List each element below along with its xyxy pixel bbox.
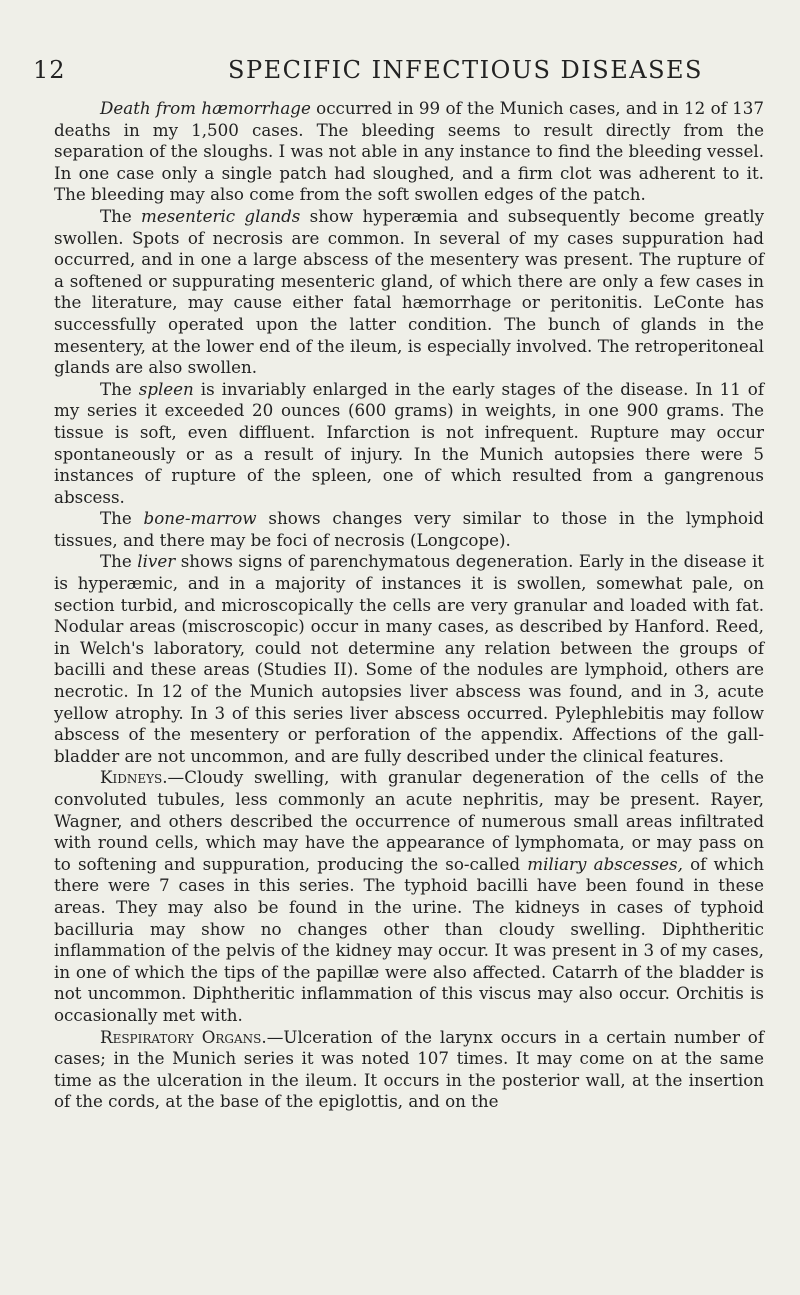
term-miliary-abscesses: miliary abscesses, [527, 853, 683, 874]
paragraph-text: —Ulceration of the larynx occurs in a certain number of cases; in the Munich series it was noted 107 times. It may come on at the same time as the ulceration in the ileum. It occurs in the posterior wall, at the insertion of the cords, at the base of the epiglottis, and on the [54, 1026, 764, 1112]
running-title: SPECIFIC INFECTIOUS DISEASES [228, 56, 703, 84]
paragraph-spleen [54, 379, 764, 509]
heading-bone-marrow: bone-marrow [143, 508, 257, 529]
paragraph-prefix: The [100, 551, 138, 572]
paragraph-prefix: The [100, 205, 142, 226]
heading-mesenteric-glands: mesenteric glands [141, 205, 301, 226]
paragraph-text: shows signs of parenchymatous degeneration. Early in the disease it is hyperæmic, and in a majority of instances it is swollen, somewhat pale, on section turbid, and microscopically the cells are very granular and loaded with fat. Nodular areas (miscroscopic) occur in many cases, as described by Hanford. Reed, in Welch's laboratory, could not determine any relation between the groups of bacilli and these areas (Studies II). Some of the nodules are lymphoid, others are necrotic. In 12 of the Munich autopsies liver abscess was found, and in 3, acute yellow atrophy. In 3 of this series liver abscess occurred. Pylephlebitis may follow abscess of the mesentery or perforation of the appendix. Affections of the gall-bladder are not uncommon, and are fully described under the clinical features. [54, 551, 764, 766]
paragraph-kidneys [54, 767, 764, 1026]
heading-hemorrhage: Death from hæmorrhage [100, 98, 311, 118]
body-text [54, 98, 764, 1113]
paragraph-text: —Cloudy swelling, with granular degeneration of the cells of the convoluted tubules, less commonly an acute nephritis, may be present. Rayer, Wagner, and others described the occurrence of numerous small areas infiltrated with round cells, which may have the appearance of lymphomata, or may pass on to softening and suppuration, producing the so-called [54, 767, 764, 874]
heading-kidneys: Kidneys. [100, 767, 168, 788]
paragraph-bone-marrow [54, 508, 764, 551]
paragraph-text: occurred in 99 of the Munich cases, and in 12 of 137 deaths in my 1,500 cases. The bleeding seems to result directly from the separation of the sloughs. I was not able in any instance to find the bleeding vessel. In one case only a single patch had sloughed, and a firm clot was adherent to it. The bleeding may also come from the soft swollen edges of the patch. [54, 98, 764, 205]
heading-liver: liver [137, 551, 176, 572]
paragraph-text: show hyperæmia and subsequently become greatly swollen. Spots of necrosis are common. In several of my cases suppuration had occurred, and in one a large abscess of the mesentery was present. The rupture of a softened or suppurating mesenteric gland, of which there are only a few cases in the literature, may cause either fatal hæmorrhage or peritonitis. LeConte has successfully operated upon the latter condition. The bunch of glands in the mesentery, at the lower end of the ileum, is especially involved. The retroperitoneal glands are also swollen. [54, 205, 764, 378]
paragraph-hemorrhage [54, 98, 764, 206]
heading-respiratory-organs: Respiratory Organs. [100, 1026, 267, 1047]
heading-spleen: spleen [138, 378, 194, 399]
page-number: 12 [33, 56, 66, 84]
paragraph-text: is invariably enlarged in the early stages of the disease. In 11 of my series it exceeded 20 ounces (600 grams) in weights, in one 900 grams. The tissue is soft, even diffluent. Infarction is not infrequent. Rupture may occur spontaneously or as a result of injury. In the Munich autopsies there were 5 instances of rupture of the spleen, one of which resulted from a gangrenous abscess. [54, 378, 764, 507]
paragraph-liver [54, 551, 764, 767]
page-header [33, 56, 760, 86]
paragraph-text: shows changes very similar to those in the lymphoid tissues, and there may be foci of necrosis (Longcope). [54, 508, 764, 550]
paragraph-mesenteric-glands [54, 206, 764, 379]
paragraph-text: of which there were 7 cases in this series. The typhoid bacilli have been found in these areas. They may also be found in the urine. The kidneys in cases of typhoid bacilluria may show no changes other than cloudy swelling. Diphtheritic inflammation of the pelvis of the kidney may occur. It was present in 3 of my cases, in one of which the tips of the papillæ were also affected. Catarrh of the bladder is not uncommon. Diphtheritic inflammation of this viscus may also occur. Orchitis is occasionally met with. [54, 853, 765, 1025]
paragraph-prefix: The [100, 508, 144, 529]
paragraph-prefix: The [100, 378, 139, 399]
paragraph-respiratory-organs [54, 1027, 764, 1113]
